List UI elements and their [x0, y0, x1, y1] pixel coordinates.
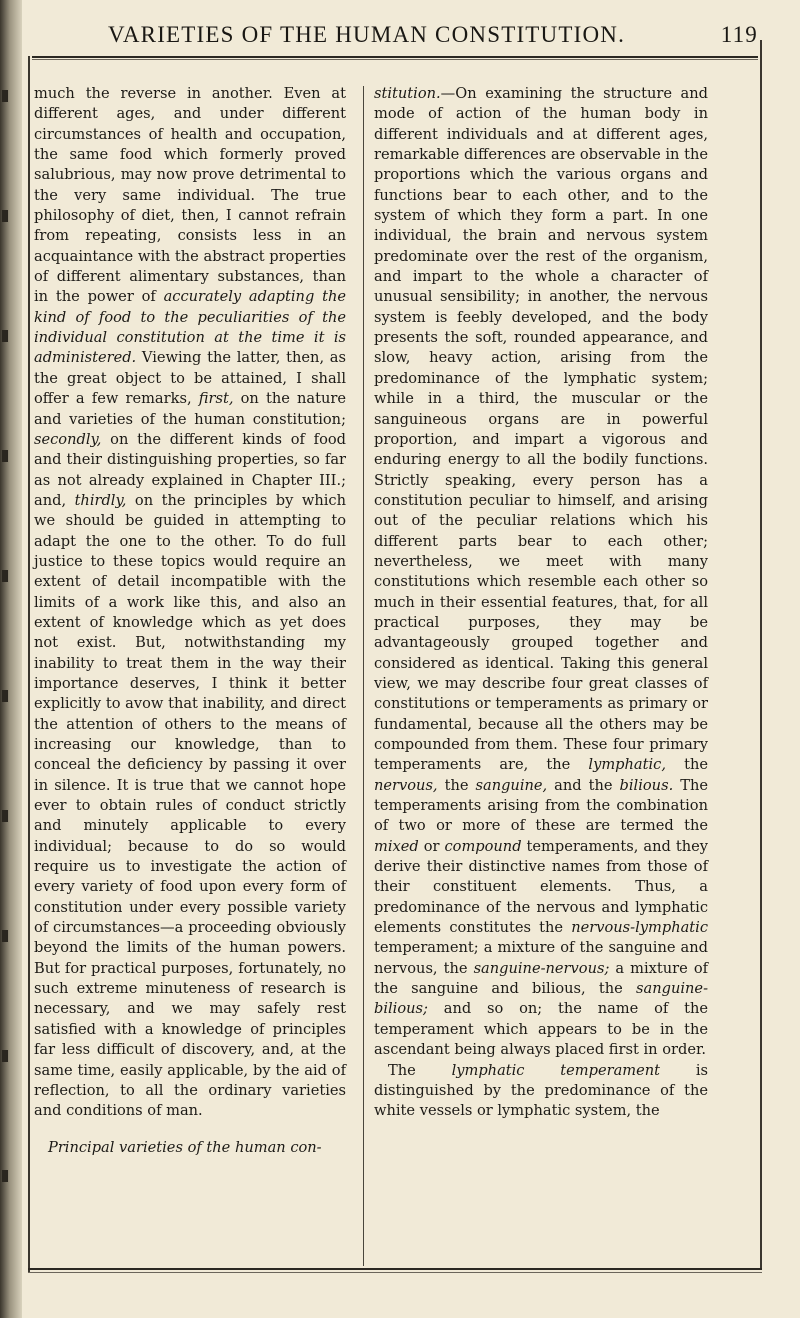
left-column	[34, 84, 346, 1158]
spine-mark	[2, 330, 8, 342]
running-title: VARIETIES OF THE HUMAN CONSTITUTION.	[108, 22, 626, 47]
spine-mark	[2, 1050, 8, 1062]
page-number: 119	[720, 22, 758, 47]
paragraph: much the reverse in another. Even at different ages, and under different circumstances of health and occupation, the same food which formerly proved salubrious, may now prove detrimental to the very same individual. The true philosophy of diet, then, I cannot refrain from repeating, consists less in an acquaintance with the abstract properties of different alimentary substances, than in the power of accurately adapting the kind of food to the peculiarities of the individual constitution at the time it is administered. Viewing the latter, then, as the great object to be attained, I shall offer a few remarks, first, on the nature and varieties of the human constitution; secondly, on the different kinds of food and their distinguishing properties, so far as not already explained in Chapter III.; and, thirdly, on the principles by which we should be guided in attempting to adapt the one to the other. To do full justice to these topics would require an extent of detail incompatible with the limits of a work like this, and also an extent of knowledge which as yet does not exist. But, notwithstanding my inability to treat them in the way their importance deserves, I think it better explicitly to avow that inability, and direct the attention of others to the means of increasing our knowledge, than to conceal the deficiency by passing it over in silence. It is true that we cannot hope ever to obtain rules of conduct strictly and minutely applicable to every individual; because to do so would require us to investigate the action of every variety of food upon every form of constitution under every possible variety of circumstances—a proceeding obviously beyond the limits of the human powers. But for practical purposes, fortunately, no such extreme minuteness of research is necessary, and we may safely rest satisfied with a knowledge of principles far less difficult of discovery, and, at the same time, easily applicable, by the aid of reflection, to all the ordinary varieties and conditions of man.	[34, 85, 346, 1120]
spine-mark	[2, 570, 8, 582]
header-rule-thin	[32, 59, 758, 60]
spine-mark	[2, 1170, 8, 1182]
right-column	[374, 84, 708, 1122]
paragraph: stitution.—On examining the structure and mode of action of the human body in different individuals and at different ages, remarkable differences are observable in the proportions which the various organs and functions bear to each other, and to the system of which they form a part. In one individual, the brain and nervous system predominate over the rest of the organism, and impart to the whole a character of unusual sensibility; in another, the nervous system is feebly developed, and the body presents the soft, rounded appearance, and slow, heavy action, arising from the predominance of the lymphatic system; while in a third, the muscular or the sanguineous organs are in powerful proportion, and impart a vigorous and enduring energy to all the bodily functions. Strictly speaking, every person has a constitution peculiar to himself, and arising out of the peculiar relations which his different parts bear to each other; nevertheless, we meet with many constitutions which resemble each other so much in their essential features, that, for all practical purposes, they may be advantageously grouped together and considered as identical. Taking this general view, we may describe four great classes of constitutions or temperaments as primary or fundamental, because all the others may be compounded from them. These four primary temperaments are, the lymphatic, the nervous, the sanguine, and the bilious. The temperaments arising from the combination of two or more of these are termed the mixed or compound temperaments, and they derive their distinctive names from those of their constituent elements. Thus, a predominance of the nervous and lymphatic elements constitutes the nervous-lymphatic temperament; a mixture of the sanguine and nervous, the sanguine-nervous; a mixture of the sanguine and bilious, the sanguine-bilious; and so on; the name of the temperament which appears to be in the ascendant being always placed first in order.	[374, 85, 709, 1059]
footer-rule-thin	[28, 1272, 762, 1273]
book-page	[22, 0, 800, 1318]
frame-right-rule	[760, 40, 762, 1270]
section-heading: Principal varieties of the human con-	[48, 1138, 322, 1156]
spine-mark	[2, 690, 8, 702]
spine-mark	[2, 930, 8, 942]
footer-rule	[28, 1268, 762, 1270]
header-rule	[32, 56, 758, 58]
frame-left-rule	[28, 56, 30, 1273]
spine-mark	[2, 810, 8, 822]
spine-mark	[2, 90, 8, 102]
book-spine-shadow	[0, 0, 22, 1318]
spine-mark	[2, 450, 8, 462]
spine-mark	[2, 210, 8, 222]
column-divider	[363, 86, 364, 1266]
paragraph: The lymphatic temperament is distinguished by the predominance of the white vessels or lymphatic system, the	[374, 1061, 708, 1120]
